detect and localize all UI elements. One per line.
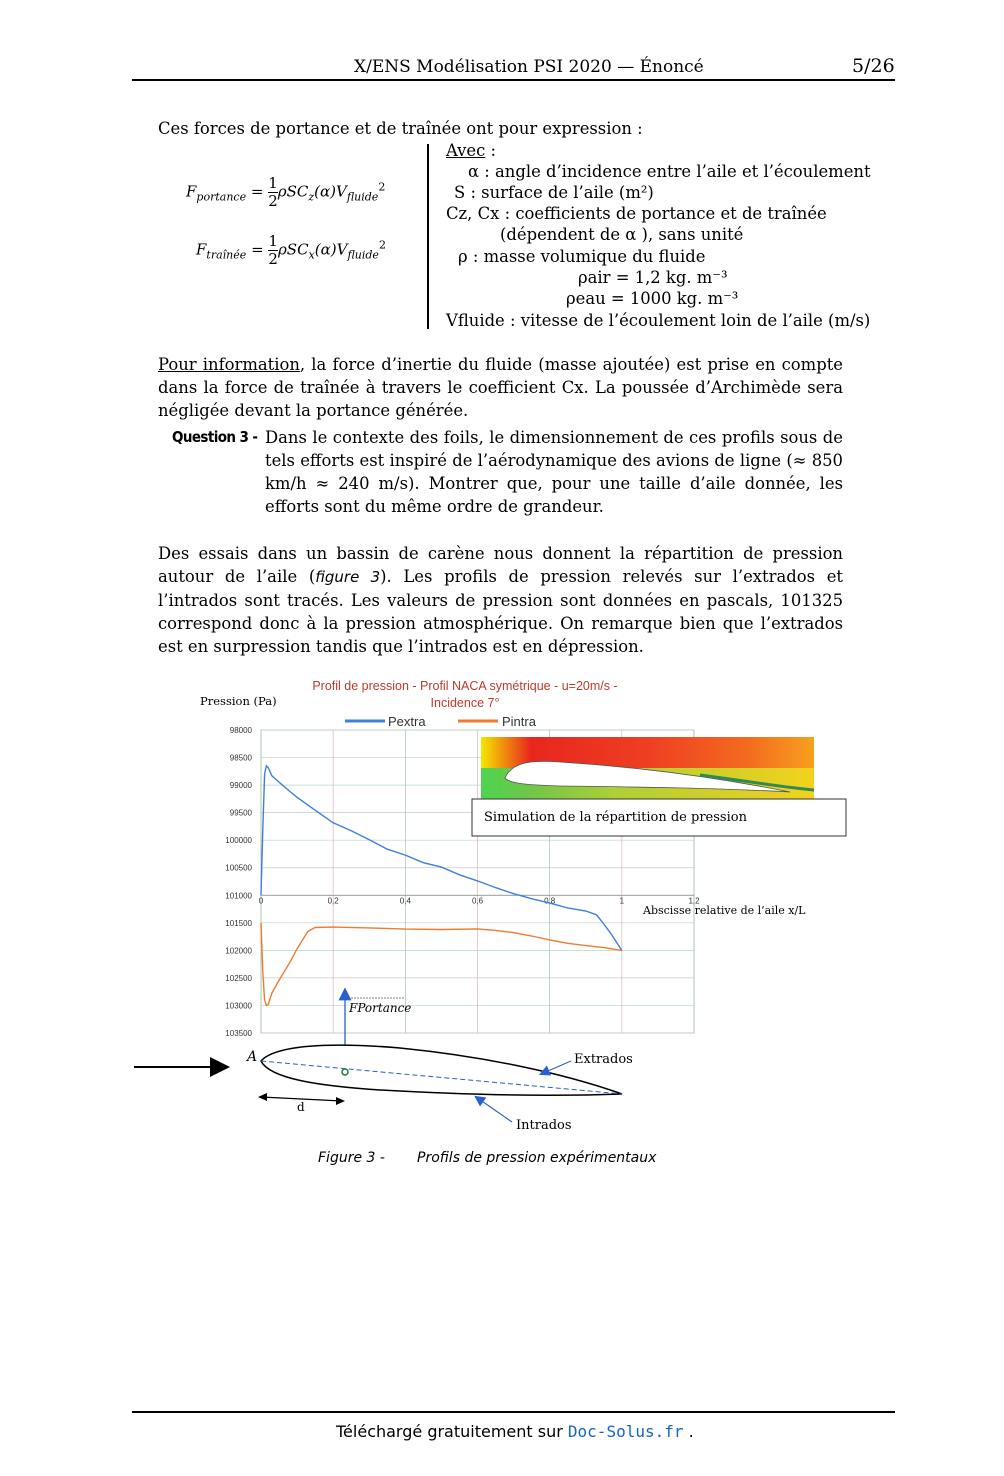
avec-vfluide: Vfluide : vitesse de l’écoulement loin de l’aile (m/s) bbox=[446, 311, 871, 330]
x-tick-label: 0,4 bbox=[399, 896, 411, 906]
header-title: X/ENS Modélisation PSI 2020 — Énoncé bbox=[354, 57, 704, 77]
x-tick-label: 1 bbox=[619, 896, 625, 906]
y-tick-label: 100000 bbox=[225, 836, 252, 846]
y-tick-label: 103500 bbox=[225, 1029, 252, 1038]
essais-paragraph: Des essais dans un bassin de carène nous donnent la répartition de pression autour de l’aile (figure 3). Les profils de pression relevés sur l’extrados et l’intrados sont tracés. Les valeurs de pression sont données en pascals, 101325 correspond donc à la pression atmosphérique. On remarque bien que l’extrados est en surpression tandis que l’intrados est en dépression. bbox=[158, 544, 843, 656]
figure-caption-number: Figure 3 - bbox=[318, 1150, 385, 1166]
x-tick-label: 0 bbox=[258, 896, 264, 906]
formula-portance: $F_{portance}$ = $\frac{1}{2}$ $\rho SC_z(\alpha)V_{fluide}^2$ bbox=[186, 174, 386, 210]
avec-alpha: α : angle d’incidence entre l’aile et l’écoulement bbox=[468, 162, 871, 181]
d-arrow-right bbox=[336, 1097, 345, 1105]
y-tick-label: 102500 bbox=[225, 973, 252, 983]
page-number: 5/26 bbox=[852, 55, 895, 77]
legend-label-pintra: Pintra bbox=[502, 714, 536, 729]
question-label: Question 3 - bbox=[172, 428, 258, 446]
intro-text: Ces forces de portance et de traînée ont pour expression : bbox=[158, 119, 643, 138]
y-tick-label: 100500 bbox=[225, 863, 252, 873]
simulation-image bbox=[481, 737, 814, 799]
center-of-pressure bbox=[342, 1069, 348, 1075]
force-label: FPortance bbox=[349, 1001, 412, 1015]
figure-caption-text: Profils de pression expérimentaux bbox=[417, 1150, 657, 1166]
x-tick-label: 0,8 bbox=[544, 896, 556, 906]
legend-label-pextra: Pextra bbox=[388, 714, 426, 729]
footer bbox=[336, 1422, 694, 1441]
y-tick-label: 103000 bbox=[225, 1001, 252, 1011]
extrados-label: Extrados bbox=[574, 1052, 633, 1067]
footer-end: . bbox=[683, 1422, 694, 1441]
avec-surface: S : surface de l’aile (m²) bbox=[454, 183, 654, 202]
y-tick-label: 102000 bbox=[225, 946, 252, 956]
simulation-caption: Simulation de la répartition de pression bbox=[484, 810, 747, 825]
y-tick-label: 101500 bbox=[225, 918, 252, 928]
formula-separator bbox=[427, 144, 429, 329]
d-arrow-left bbox=[258, 1093, 267, 1101]
fraction-half: $\frac{1}{2}$ bbox=[268, 174, 278, 210]
avec-coefficients: Cz, Cx : coefficients de portance et de traînée bbox=[446, 204, 827, 223]
y-tick-label: 98500 bbox=[229, 753, 252, 763]
avec-rho-air: ρair = 1,2 kg. m⁻³ bbox=[578, 268, 728, 287]
intrados-label: Intrados bbox=[516, 1118, 572, 1133]
footer-link[interactable]: Doc-Solus.fr bbox=[567, 1422, 684, 1441]
question-text: Dans le contexte des foils, le dimensionnement de ces profils sous de tels efforts est inspiré de l’aérodynamique des avions de ligne (≈ 850 km/h ≈ 240 m/s). Montrer que, pour une taille d’aile donnée, les efforts sont du même ordre de grandeur. bbox=[265, 428, 843, 516]
avec-dependance: (dépendent de α ), sans unité bbox=[500, 225, 744, 244]
y-tick-label: 99000 bbox=[229, 781, 252, 791]
y-tick-label: 99500 bbox=[229, 808, 252, 818]
y-tick-label: 101000 bbox=[225, 891, 252, 901]
avec-rho: ρ : masse volumique du fluide bbox=[458, 247, 706, 266]
y-ticks bbox=[225, 726, 252, 1038]
intrados-pointer bbox=[476, 1097, 512, 1122]
header-rule bbox=[132, 79, 895, 81]
fraction-half: $\frac{1}{2}$ bbox=[268, 232, 278, 268]
info-paragraph: Pour information, la force d’inertie du fluide (masse ajoutée) est prise en compte dans la force de traînée à travers le coefficient Cx. La poussée d’Archimède sera négligée devant la portance générée. bbox=[158, 355, 843, 420]
point-a-label: A bbox=[247, 1049, 258, 1065]
x-tick-label: 1,2 bbox=[688, 896, 700, 906]
y-axis-label: Pression (Pa) bbox=[200, 694, 277, 708]
chart-title: Profil de pression - Profil NACA symétrique - u=20m/s - bbox=[312, 679, 618, 693]
foil-profile bbox=[261, 1045, 622, 1095]
footer-rule bbox=[132, 1411, 895, 1413]
y-tick-label: 98000 bbox=[229, 726, 252, 735]
figure-3 bbox=[0, 670, 1004, 1170]
chart-title-line-2: Incidence 7° bbox=[430, 696, 500, 710]
d-label: d bbox=[297, 1100, 305, 1114]
x-tick-label: 0,2 bbox=[327, 896, 339, 906]
x-axis-label: Abscisse relative de l’aile x/L bbox=[643, 904, 806, 917]
x-tick-label: 0,6 bbox=[471, 896, 484, 906]
avec-rho-eau: ρeau = 1000 kg. m⁻³ bbox=[566, 289, 739, 308]
extrados-pointer bbox=[541, 1061, 571, 1074]
formula-trainee: $F_{traînée}$ = $\frac{1}{2}$ $\rho SC_x(\alpha)V_{fluide}^2$ bbox=[196, 232, 386, 268]
avec-title: Avec : bbox=[446, 141, 497, 160]
footer-text: Téléchargé gratuitement sur bbox=[336, 1422, 568, 1441]
